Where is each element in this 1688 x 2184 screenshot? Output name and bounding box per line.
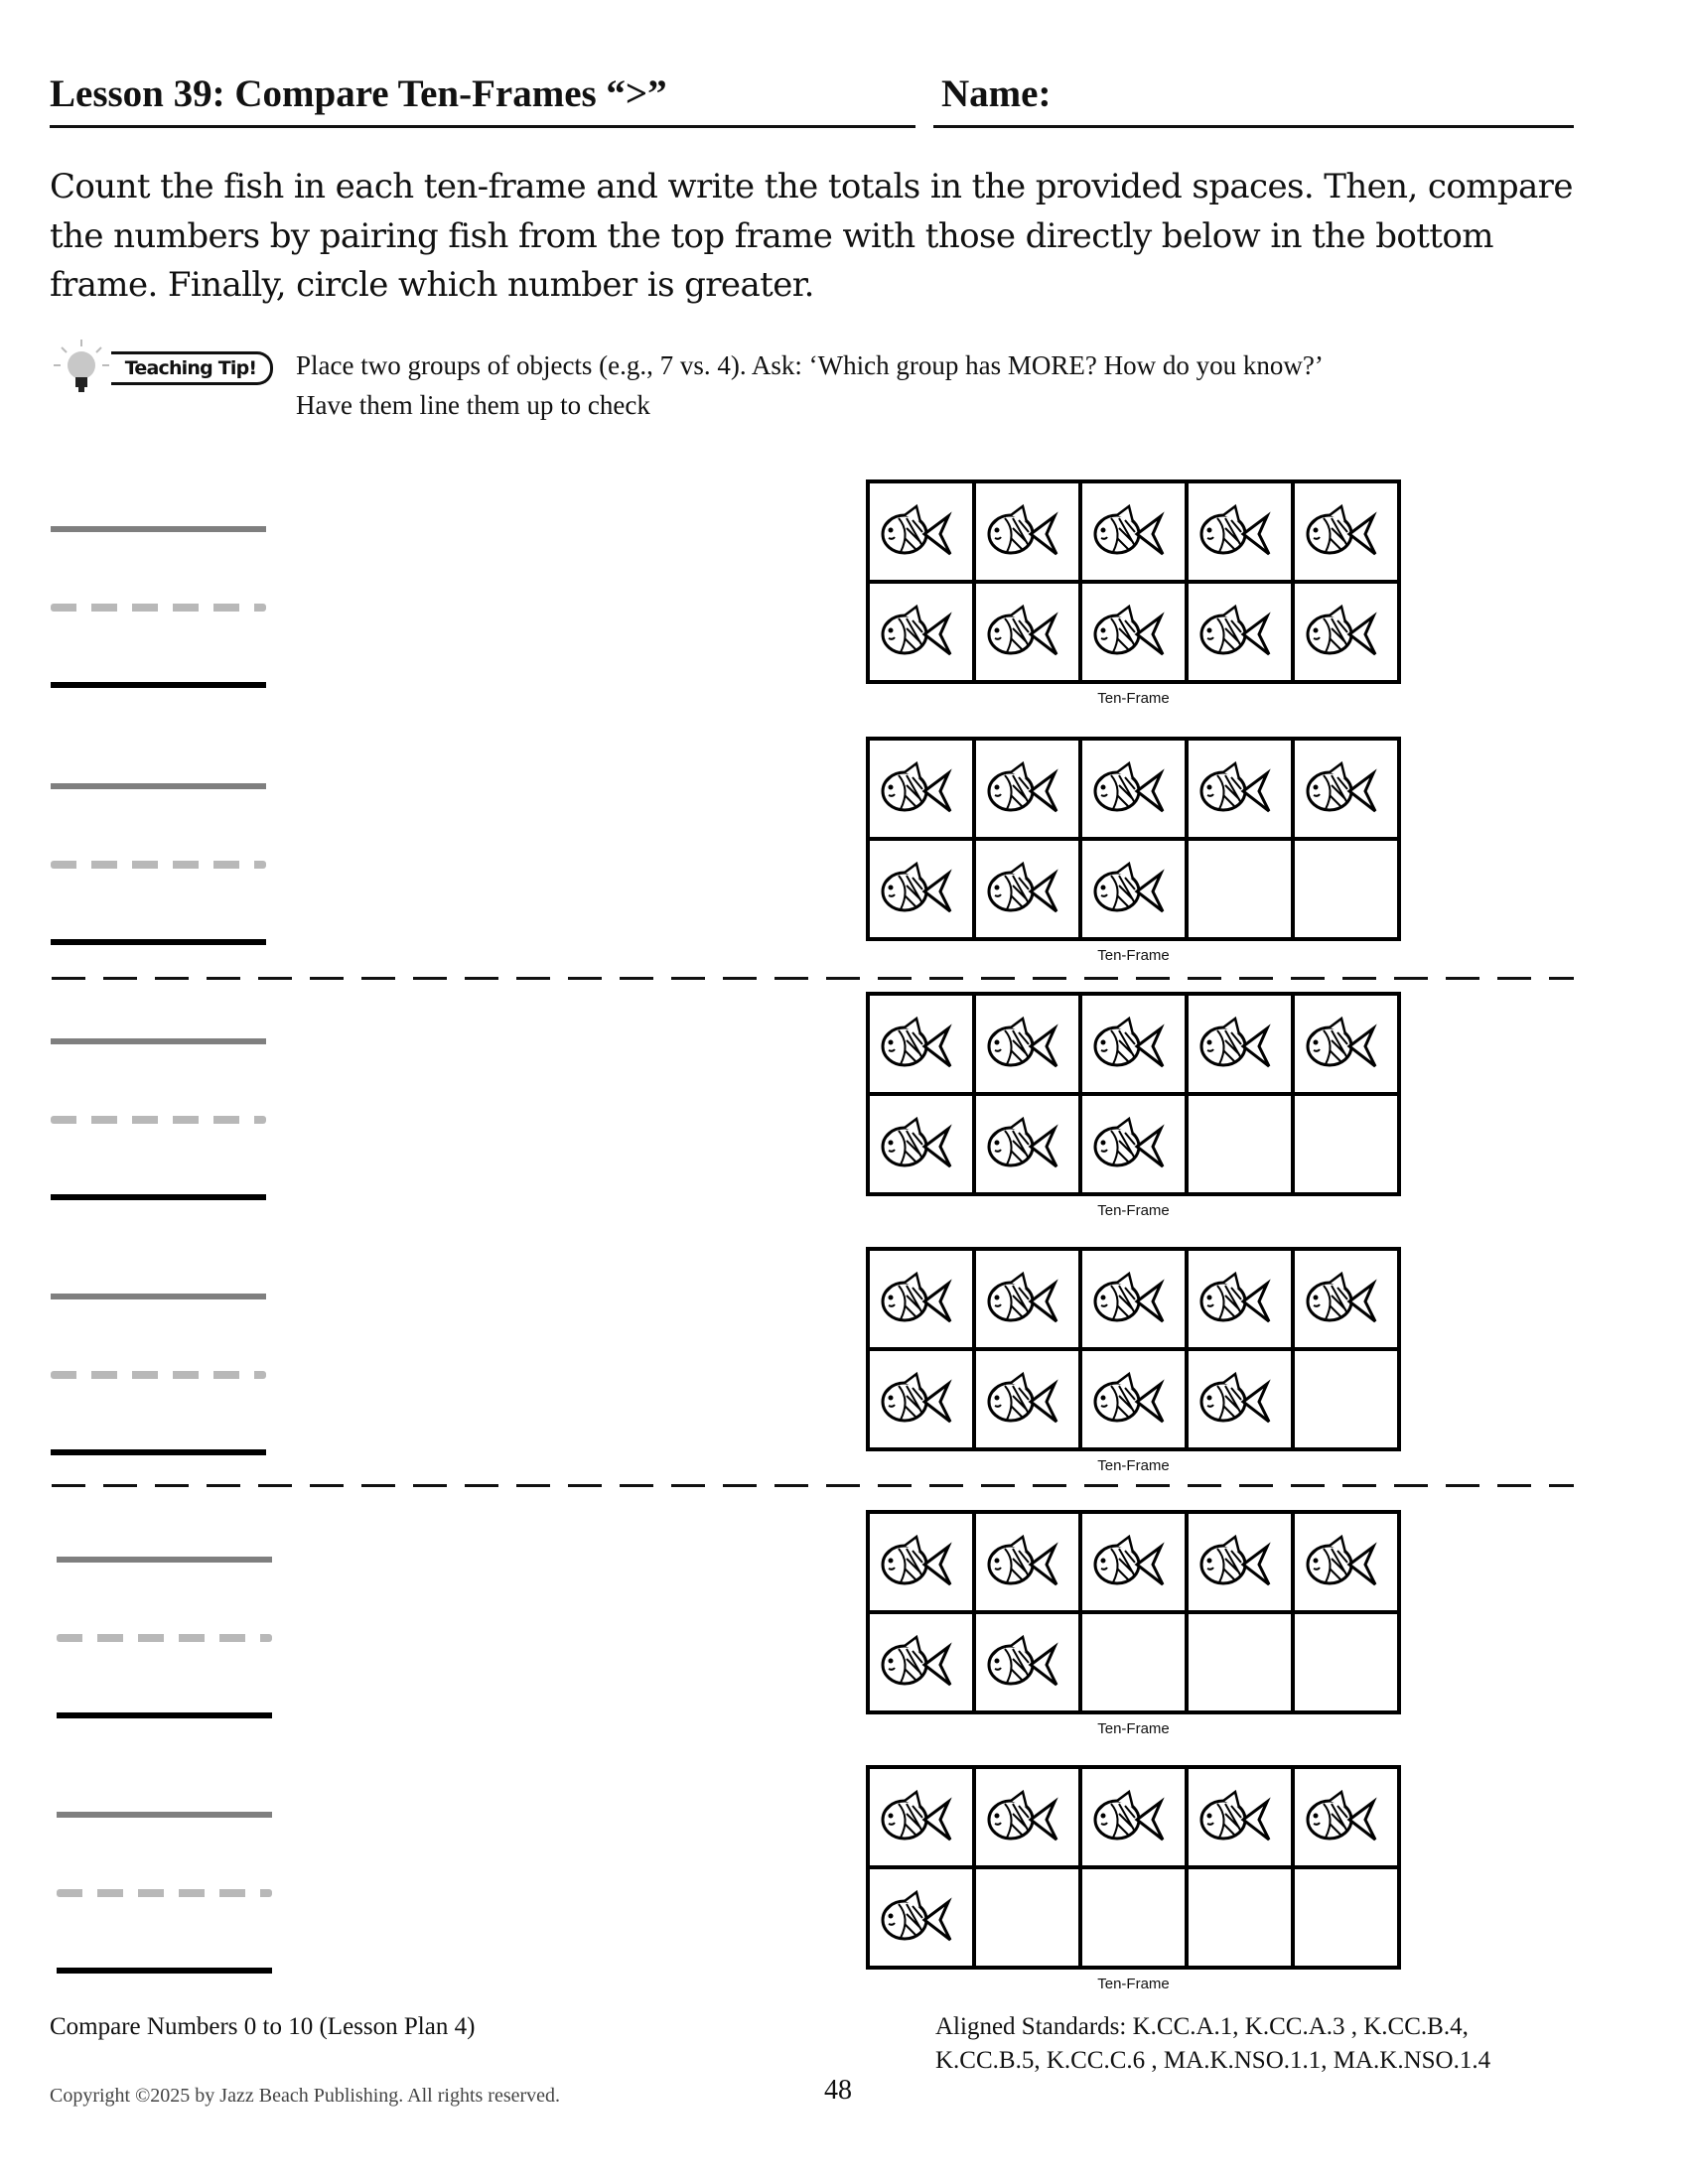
fish-icon (983, 1788, 1072, 1847)
fish-icon (1089, 1533, 1179, 1592)
ten-frame-cell-empty (1189, 1869, 1291, 1966)
ten-frame (866, 1510, 1401, 1714)
ten-frame-cell-filled (1082, 1514, 1185, 1610)
standards-line: K.CC.B.5, K.CC.C.6 , MA.K.NSO.1.1, MA.K.NSO.1.4 (935, 2047, 1491, 2074)
answer-write-line[interactable] (51, 939, 266, 945)
footer-lesson: Compare Numbers 0 to 10 (Lesson Plan 4) (50, 2013, 476, 2040)
fish-icon (1302, 1788, 1391, 1847)
answer-midline (57, 1634, 272, 1642)
ten-frame-cell-filled (1189, 1351, 1291, 1447)
teaching-tip-line: Have them line them up to check (296, 390, 650, 420)
ten-frame-cell-empty (1082, 1869, 1185, 1966)
name-label: Name: (941, 72, 1052, 115)
fish-icon (1196, 1270, 1285, 1329)
answer-guide-line (57, 1812, 272, 1818)
ten-frame-cell-filled (1082, 483, 1185, 580)
ten-frame-cell-filled (870, 1351, 972, 1447)
ten-frame-cell-filled (870, 1769, 972, 1865)
ten-frame-cell-filled (1082, 1351, 1185, 1447)
ten-frame-cell-filled (870, 1614, 972, 1710)
fish-icon (1196, 502, 1285, 562)
fish-icon (1089, 603, 1179, 662)
ten-frame-cell-filled (976, 1096, 1078, 1192)
fish-icon (1196, 1788, 1285, 1847)
page-number: 48 (824, 2075, 852, 2106)
ten-frame (866, 479, 1401, 684)
fish-icon (1196, 603, 1285, 662)
fish-icon (1196, 1533, 1285, 1592)
fish-icon (983, 1015, 1072, 1074)
fish-icon (1089, 860, 1179, 919)
ten-frame-cell-filled (1082, 1096, 1185, 1192)
fish-icon (1302, 603, 1391, 662)
ten-frame-cell-filled (870, 741, 972, 837)
fish-icon (877, 502, 966, 562)
ten-frame-label: Ten-Frame (1097, 947, 1170, 964)
fish-icon (877, 1633, 966, 1693)
fish-icon (1302, 1270, 1391, 1329)
answer-midline (51, 604, 266, 612)
fish-icon (1089, 1788, 1179, 1847)
ten-frame-cell-filled (870, 1514, 972, 1610)
title-underline (50, 125, 915, 128)
answer-guide-line (51, 526, 266, 532)
ten-frame-cell-filled (976, 1351, 1078, 1447)
ten-frame-cell-filled (1189, 741, 1291, 837)
fish-icon (877, 1370, 966, 1430)
lesson-title: Lesson 39: Compare Ten-Frames “>” (50, 72, 667, 115)
fish-icon (983, 759, 1072, 819)
fish-icon (1302, 502, 1391, 562)
ten-frame-cell-filled (1189, 1769, 1291, 1865)
fish-icon (983, 603, 1072, 662)
answer-write-line[interactable] (51, 1194, 266, 1200)
ten-frame-cell-empty (1295, 1096, 1397, 1192)
ten-frame-cell-filled (1295, 483, 1397, 580)
fish-icon (1089, 502, 1179, 562)
ten-frame-cell-filled (1082, 996, 1185, 1092)
teaching-tip-text (296, 345, 1324, 425)
fish-icon (983, 1370, 1072, 1430)
ten-frame-label: Ten-Frame (1097, 690, 1170, 707)
ten-frame-cell-empty (1082, 1614, 1185, 1710)
answer-write-line[interactable] (51, 682, 266, 688)
ten-frame-cell-filled (870, 1251, 972, 1347)
ten-frame-label: Ten-Frame (1097, 1202, 1170, 1219)
fish-icon (877, 1015, 966, 1074)
ten-frame (866, 737, 1401, 941)
fish-icon (877, 860, 966, 919)
ten-frame-cell-filled (1189, 1251, 1291, 1347)
ten-frame-cell-empty (1295, 1869, 1397, 1966)
ten-frame-cell-empty (1189, 841, 1291, 937)
fish-icon (1089, 1370, 1179, 1430)
ten-frame-cell-filled (870, 1869, 972, 1966)
ten-frame-cell-filled (870, 483, 972, 580)
ten-frame-label: Ten-Frame (1097, 1720, 1170, 1737)
ten-frame-cell-empty (1295, 1351, 1397, 1447)
ten-frame (866, 1765, 1401, 1970)
ten-frame-cell-filled (870, 1096, 972, 1192)
ten-frame-cell-filled (1295, 741, 1397, 837)
ten-frame-cell-filled (1295, 1514, 1397, 1610)
name-field-line[interactable] (933, 125, 1574, 128)
ten-frame-cell-filled (1082, 741, 1185, 837)
answer-midline (51, 861, 266, 869)
fish-icon (877, 1888, 966, 1948)
fish-icon (877, 759, 966, 819)
ten-frame-cell-filled (976, 1769, 1078, 1865)
ten-frame-cell-filled (1295, 1251, 1397, 1347)
fish-icon (1089, 759, 1179, 819)
fish-icon (1089, 1015, 1179, 1074)
fish-icon (1302, 759, 1391, 819)
ten-frame-cell-filled (976, 996, 1078, 1092)
ten-frame-cell-filled (1295, 996, 1397, 1092)
ten-frame-label: Ten-Frame (1097, 1976, 1170, 1992)
standards-line: Aligned Standards: K.CC.A.1, K.CC.A.3 , K.CC.B.4, (935, 2013, 1469, 2040)
fish-icon (1196, 759, 1285, 819)
lightbulb-icon (52, 338, 111, 397)
ten-frame-cell-filled (976, 584, 1078, 680)
fish-icon (1089, 1115, 1179, 1174)
ten-frame-cell-filled (1295, 1769, 1397, 1865)
ten-frame-cell-empty (976, 1869, 1078, 1966)
ten-frame-cell-filled (976, 1614, 1078, 1710)
ten-frame-cell-filled (1189, 996, 1291, 1092)
ten-frame-cell-filled (1189, 584, 1291, 680)
teaching-tip-badge (52, 338, 282, 393)
answer-guide-line (51, 783, 266, 789)
fish-icon (983, 1633, 1072, 1693)
ten-frame (866, 1247, 1401, 1451)
fish-icon (1089, 1270, 1179, 1329)
ten-frame-cell-filled (1082, 1769, 1185, 1865)
fish-icon (877, 1115, 966, 1174)
ten-frame-cell-empty (1295, 1614, 1397, 1710)
fish-icon (1196, 1370, 1285, 1430)
ten-frame-label: Ten-Frame (1097, 1457, 1170, 1474)
ten-frame-cell-filled (976, 483, 1078, 580)
copyright: Copyright ©2025 by Jazz Beach Publishing. All rights reserved. (50, 2085, 561, 2107)
ten-frame-cell-filled (976, 841, 1078, 937)
ten-frame-cell-filled (1189, 1514, 1291, 1610)
answer-guide-line (51, 1294, 266, 1299)
answer-midline (51, 1371, 266, 1379)
ten-frame-cell-empty (1189, 1096, 1291, 1192)
ten-frame-cell-filled (976, 1514, 1078, 1610)
fish-icon (983, 1115, 1072, 1174)
ten-frame-cell-filled (870, 841, 972, 937)
ten-frame-cell-filled (976, 741, 1078, 837)
ten-frame-cell-filled (870, 996, 972, 1092)
fish-icon (877, 1788, 966, 1847)
ten-frame-cell-empty (1295, 841, 1397, 937)
fish-icon (877, 603, 966, 662)
answer-write-line[interactable] (51, 1449, 266, 1455)
ten-frame-cell-filled (1189, 483, 1291, 580)
answer-midline (51, 1116, 266, 1124)
fish-icon (983, 1270, 1072, 1329)
answer-write-line[interactable] (57, 1712, 272, 1718)
fish-icon (877, 1533, 966, 1592)
answer-write-line[interactable] (57, 1968, 272, 1974)
section-divider (52, 977, 1574, 980)
answer-guide-line (57, 1557, 272, 1563)
teaching-tip-line: Place two groups of objects (e.g., 7 vs. 4). Ask: ‘Which group has MORE? How do you know?’ (296, 350, 1324, 380)
ten-frame-cell-filled (976, 1251, 1078, 1347)
ten-frame-cell-empty (1189, 1614, 1291, 1710)
instructions: Count the fish in each ten-frame and write the totals in the provided spaces. Then, compare the numbers by pairing fish from the top frame with those directly below in the bottom frame. Finally, circle which number is greater. (50, 167, 1573, 305)
ten-frame-cell-filled (1082, 841, 1185, 937)
fish-icon (1302, 1533, 1391, 1592)
fish-icon (983, 502, 1072, 562)
ten-frame-cell-filled (870, 584, 972, 680)
ten-frame-cell-filled (1295, 584, 1397, 680)
fish-icon (1196, 1015, 1285, 1074)
answer-midline (57, 1889, 272, 1897)
ten-frame-cell-filled (1082, 1251, 1185, 1347)
ten-frame (866, 992, 1401, 1196)
ten-frame-cell-filled (1082, 584, 1185, 680)
answer-guide-line (51, 1038, 266, 1044)
fish-icon (1302, 1015, 1391, 1074)
fish-icon (877, 1270, 966, 1329)
fish-icon (983, 860, 1072, 919)
fish-icon (983, 1533, 1072, 1592)
section-divider (52, 1484, 1574, 1487)
teaching-tip-label: Teaching Tip! (111, 351, 273, 385)
